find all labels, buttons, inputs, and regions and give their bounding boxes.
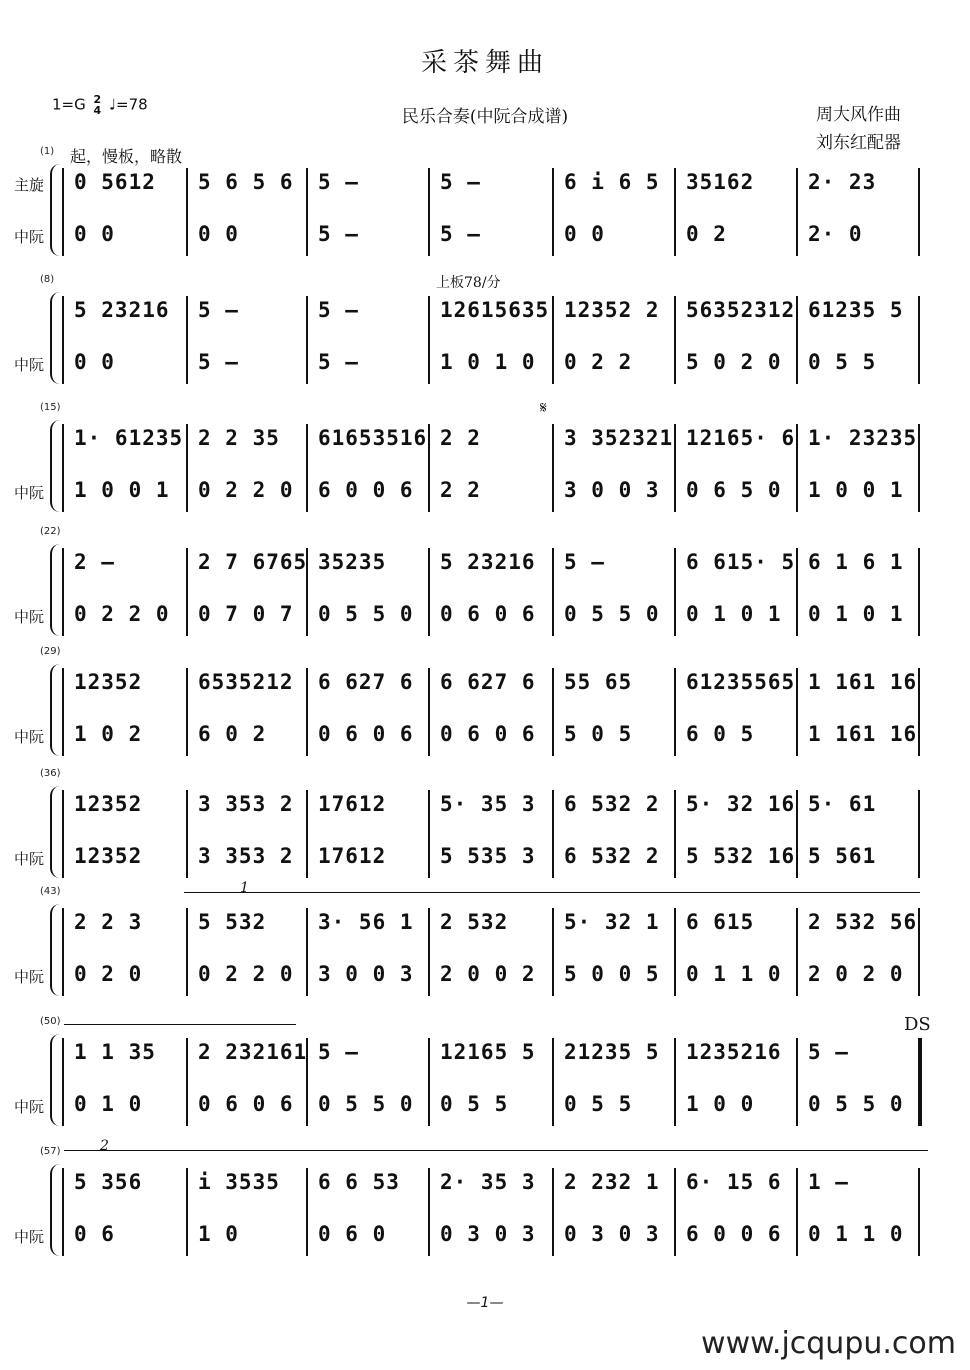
barline (796, 296, 798, 384)
measure-top: 55 65 (564, 670, 633, 694)
page-title: 采茶舞曲 (420, 48, 549, 78)
volta-number-1: 1 (240, 880, 249, 896)
part-label-ruan: 中阮 (14, 728, 45, 746)
measure-top: 6· 15 6 (686, 1170, 782, 1194)
part-label-ruan: 中阮 (14, 608, 45, 626)
measure-bottom: 6 0 2 (198, 722, 267, 746)
volta-bracket-1 (184, 892, 920, 894)
barline (552, 168, 554, 256)
measure-bottom: 1 0 (198, 1222, 239, 1246)
part-label-ruan: 中阮 (14, 228, 45, 246)
barline (428, 1038, 430, 1126)
measure-bottom: 2· 0 (808, 222, 863, 246)
segno-sign: 𝄋 (540, 398, 547, 417)
system-number: (22) (40, 526, 61, 537)
barline (186, 1168, 188, 1256)
measure-bottom: 1 161 16 (808, 722, 918, 746)
barline (552, 668, 554, 756)
barline (674, 790, 676, 878)
system-brace (50, 904, 60, 996)
measure-top: 21235 5 (564, 1040, 660, 1064)
measure-bottom: 2 0 2 0 (808, 962, 904, 986)
measure-bottom: 17612 (318, 844, 387, 868)
barline (62, 790, 64, 878)
measure-top: 5 – (318, 298, 359, 322)
measure-bottom: 6 0 5 (686, 722, 755, 746)
measure-bottom: 0 2 2 0 (74, 602, 170, 626)
measure-top: 5 – (318, 170, 359, 194)
measure-bottom: 0 1 1 0 (686, 962, 782, 986)
measure-top: 0 5612 (74, 170, 156, 194)
measure-top: 5 – (564, 550, 605, 574)
system-number: (50) (40, 1016, 61, 1027)
measure-top: 5· 35 3 (440, 792, 536, 816)
measure-bottom: 0 2 2 0 (198, 478, 294, 502)
system-number: (15) (40, 402, 61, 413)
measure-bottom: 5 – (318, 350, 359, 374)
barline (428, 548, 430, 636)
measure-bottom: 0 6 0 6 (440, 722, 536, 746)
arranger: 刘东红配器 (816, 133, 901, 153)
measure-top: 2· 35 3 (440, 1170, 536, 1194)
measure-bottom: 5 0 2 0 (686, 350, 782, 374)
system-number: (57) (40, 1146, 61, 1157)
barline (552, 424, 554, 512)
measure-top: 2 232 1 (564, 1170, 660, 1194)
measure-top: 2 2 35 (198, 426, 280, 450)
barline (552, 548, 554, 636)
measure-bottom: 0 3 0 3 (564, 1222, 660, 1246)
measure-top: 17612 (318, 792, 387, 816)
part-label-ruan: 中阮 (14, 356, 45, 374)
barline (674, 296, 676, 384)
barline (62, 548, 64, 636)
measure-top: 3· 56 1 (318, 910, 414, 934)
barline (306, 790, 308, 878)
watermark: www.jcqupu.com (701, 1326, 956, 1361)
measure-top: 5· 32 1 (564, 910, 660, 934)
barline (428, 908, 430, 996)
measure-top: 3 352321 (564, 426, 674, 450)
measure-bottom: 5 – (440, 222, 481, 246)
measure-bottom: 5 561 (808, 844, 877, 868)
measure-top: 2 2 3 (74, 910, 143, 934)
measure-bottom: 0 2 (686, 222, 727, 246)
measure-top: 2· 23 (808, 170, 877, 194)
system-number: (29) (40, 646, 61, 657)
measure-bottom: 0 6 0 6 (198, 1092, 294, 1116)
barline (552, 296, 554, 384)
measure-bottom: 0 5 5 0 (808, 1092, 904, 1116)
measure-top: 5 6 5 6 (198, 170, 294, 194)
barline (796, 424, 798, 512)
measure-bottom: 5 0 5 (564, 722, 633, 746)
volta-number-2: 2 (100, 1138, 109, 1154)
system-number: (36) (40, 768, 61, 779)
measure-bottom: 0 6 0 (318, 1222, 387, 1246)
measure-bottom: 2 0 0 2 (440, 962, 536, 986)
composer: 周大风作曲 (816, 105, 901, 125)
barline (62, 1168, 64, 1256)
page-number: —1— (466, 1295, 504, 1311)
barline (552, 1038, 554, 1126)
barline (428, 668, 430, 756)
barline (186, 168, 188, 256)
dal-segno-mark: DS (904, 1014, 931, 1035)
system-brace (50, 786, 60, 878)
measure-top: 5 23216 (74, 298, 170, 322)
system-brace (50, 1164, 60, 1256)
measure-bottom: 5 535 3 (440, 844, 536, 868)
measure-top: 6 532 2 (564, 792, 660, 816)
measure-bottom: 3 0 0 3 (318, 962, 414, 986)
measure-bottom: 0 1 1 0 (808, 1222, 904, 1246)
measure-top: 5· 32 16 (686, 792, 796, 816)
barline (918, 296, 920, 384)
measure-top: 6535212 (198, 670, 294, 694)
barline (306, 668, 308, 756)
measure-bottom: 0 5 5 (808, 350, 877, 374)
measure-top: 12352 2 (564, 298, 660, 322)
measure-top: 2 2 (440, 426, 481, 450)
barline (186, 424, 188, 512)
measure-bottom: 1 0 0 1 (808, 478, 904, 502)
measure-bottom: 0 1 0 (74, 1092, 143, 1116)
barline (428, 168, 430, 256)
measure-top: 5 23216 (440, 550, 536, 574)
barline (186, 296, 188, 384)
measure-bottom: 1 0 1 0 (440, 350, 536, 374)
measure-bottom: 6 0 0 6 (686, 1222, 782, 1246)
measure-top: 2 – (74, 550, 115, 574)
barline (796, 790, 798, 878)
barline (552, 790, 554, 878)
measure-top: 61235 5 (808, 298, 904, 322)
barline (62, 668, 64, 756)
measure-top: 1 – (808, 1170, 849, 1194)
system-brace (50, 164, 60, 256)
measure-bottom: 0 5 5 0 (564, 602, 660, 626)
measure-bottom: 0 1 0 1 (808, 602, 904, 626)
measure-bottom: 0 0 (74, 222, 115, 246)
measure-bottom: 0 5 5 (440, 1092, 509, 1116)
barline (674, 1038, 676, 1126)
measure-top: 35235 (318, 550, 387, 574)
measure-top: 2 7 6765 (198, 550, 308, 574)
measure-bottom: 0 5 5 0 (318, 602, 414, 626)
system-brace (50, 664, 60, 756)
measure-top: 56352312 (686, 298, 796, 322)
measure-top: 2 532 (440, 910, 509, 934)
system-brace (50, 420, 60, 512)
measure-bottom: 1 0 0 1 (74, 478, 170, 502)
measure-top: 5 – (318, 1040, 359, 1064)
barline (306, 168, 308, 256)
barline (674, 1168, 676, 1256)
measure-top: 6 615 (686, 910, 755, 934)
measure-top: 12352 (74, 792, 143, 816)
measure-top: 5· 61 (808, 792, 877, 816)
barline (918, 1168, 920, 1256)
measure-bottom: 5 0 0 5 (564, 962, 660, 986)
measure-bottom: 2 2 (440, 478, 481, 502)
barline (796, 1038, 798, 1126)
measure-top: 6 i 6 5 (564, 170, 660, 194)
measure-bottom: 6 0 0 6 (318, 478, 414, 502)
measure-bottom: 0 6 5 0 (686, 478, 782, 502)
key-text: 1=G (52, 95, 86, 114)
measure-top: 61235565 (686, 670, 796, 694)
measure-top: 5 – (808, 1040, 849, 1064)
barline (186, 668, 188, 756)
subtitle: 民乐合奏(中阮合成谱) (401, 107, 569, 127)
barline (674, 168, 676, 256)
barline (186, 790, 188, 878)
measure-top: 61653516 (318, 426, 428, 450)
barline (796, 908, 798, 996)
barline (796, 168, 798, 256)
measure-bottom: 0 1 0 1 (686, 602, 782, 626)
barline (796, 1168, 798, 1256)
measure-bottom: 5 – (318, 222, 359, 246)
measure-top: 6 6 53 (318, 1170, 400, 1194)
barline (186, 1038, 188, 1126)
barline (186, 548, 188, 636)
measure-bottom: 0 6 0 6 (318, 722, 414, 746)
part-label-ruan: 中阮 (14, 484, 45, 502)
system-number: (43) (40, 886, 61, 897)
measure-bottom: 3 353 2 (198, 844, 294, 868)
measure-top: 6 627 6 (318, 670, 414, 694)
measure-bottom: 1 0 2 (74, 722, 143, 746)
measure-bottom: 0 5 5 0 (318, 1092, 414, 1116)
measure-bottom: 0 2 2 (564, 350, 633, 374)
barline (428, 790, 430, 878)
tempo-mark: ♩=78 (108, 95, 148, 114)
measure-bottom: 0 0 (74, 350, 115, 374)
measure-top: 1· 61235 (74, 426, 184, 450)
barline (306, 908, 308, 996)
measure-top: 5 532 (198, 910, 267, 934)
barline (918, 548, 920, 636)
measure-top: 1 1 35 (74, 1040, 156, 1064)
part-label-main: 主旋 (14, 176, 45, 194)
measure-top: 5 356 (74, 1170, 143, 1194)
barline (796, 668, 798, 756)
measure-top: 1235216 (686, 1040, 782, 1064)
measure-bottom: 3 0 0 3 (564, 478, 660, 502)
barline (552, 1168, 554, 1256)
measure-bottom: 0 5 5 (564, 1092, 633, 1116)
shangban-marking: 上板78/分 (436, 275, 501, 291)
barline (62, 168, 64, 256)
barline (428, 296, 430, 384)
barline (306, 296, 308, 384)
intro-tempo-note: 起，慢板，略散 (70, 147, 183, 166)
barline (552, 908, 554, 996)
barline (918, 424, 920, 512)
measure-top: 6 615· 5 (686, 550, 796, 574)
barline (62, 424, 64, 512)
system-number: (8) (40, 274, 55, 285)
measure-top: 1· 23235 (808, 426, 918, 450)
barline (428, 1168, 430, 1256)
part-label-ruan: 中阮 (14, 1228, 45, 1246)
measure-bottom: 1 0 0 (686, 1092, 755, 1116)
system-number: (1) (40, 146, 55, 157)
measure-top: 12165· 6 (686, 426, 796, 450)
measure-top: 12165 5 (440, 1040, 536, 1064)
barline (306, 424, 308, 512)
barline (674, 548, 676, 636)
measure-top: 6 1 6 1 (808, 550, 904, 574)
measure-top: 12615635 (440, 298, 550, 322)
measure-bottom: 0 0 (198, 222, 239, 246)
measure-top: 2 532 56 (808, 910, 918, 934)
measure-bottom: 0 3 0 3 (440, 1222, 536, 1246)
barline (674, 908, 676, 996)
measure-bottom: 0 6 (74, 1222, 115, 1246)
volta-bracket-2 (64, 1150, 928, 1152)
system-brace (50, 292, 60, 384)
measure-top: 1 161 16 (808, 670, 918, 694)
measure-top: 2 232161 (198, 1040, 308, 1064)
volta-bracket-1-cont (64, 1024, 296, 1026)
barline (918, 168, 920, 256)
barline (62, 1038, 64, 1126)
measure-bottom: 0 6 0 6 (440, 602, 536, 626)
measure-top: 5 – (198, 298, 239, 322)
barline (62, 908, 64, 996)
measure-bottom: 0 0 (564, 222, 605, 246)
measure-bottom: 0 2 0 (74, 962, 143, 986)
barline (62, 296, 64, 384)
part-label-ruan: 中阮 (14, 850, 45, 868)
measure-top: 3 353 2 (198, 792, 294, 816)
barline (428, 424, 430, 512)
system-brace (50, 544, 60, 636)
time-bottom: 4 (93, 104, 102, 117)
measure-top: 12352 (74, 670, 143, 694)
barline (918, 668, 920, 756)
measure-bottom: 12352 (74, 844, 143, 868)
measure-top: 35162 (686, 170, 755, 194)
barline (674, 668, 676, 756)
measure-bottom: 5 532 16 (686, 844, 796, 868)
measure-top: i 3535 (198, 1170, 280, 1194)
barline (796, 548, 798, 636)
barline (306, 1168, 308, 1256)
barline (918, 1038, 922, 1126)
barline (186, 908, 188, 996)
barline (918, 908, 920, 996)
barline (674, 424, 676, 512)
system-brace (50, 1034, 60, 1126)
measure-top: 5 – (440, 170, 481, 194)
measure-bottom: 0 2 2 0 (198, 962, 294, 986)
part-label-ruan: 中阮 (14, 1098, 45, 1116)
barline (918, 790, 920, 878)
time-top: 2 (93, 93, 102, 106)
measure-bottom: 0 7 0 7 (198, 602, 294, 626)
part-label-ruan: 中阮 (14, 968, 45, 986)
measure-bottom: 6 532 2 (564, 844, 660, 868)
measure-bottom: 5 – (198, 350, 239, 374)
measure-top: 6 627 6 (440, 670, 536, 694)
